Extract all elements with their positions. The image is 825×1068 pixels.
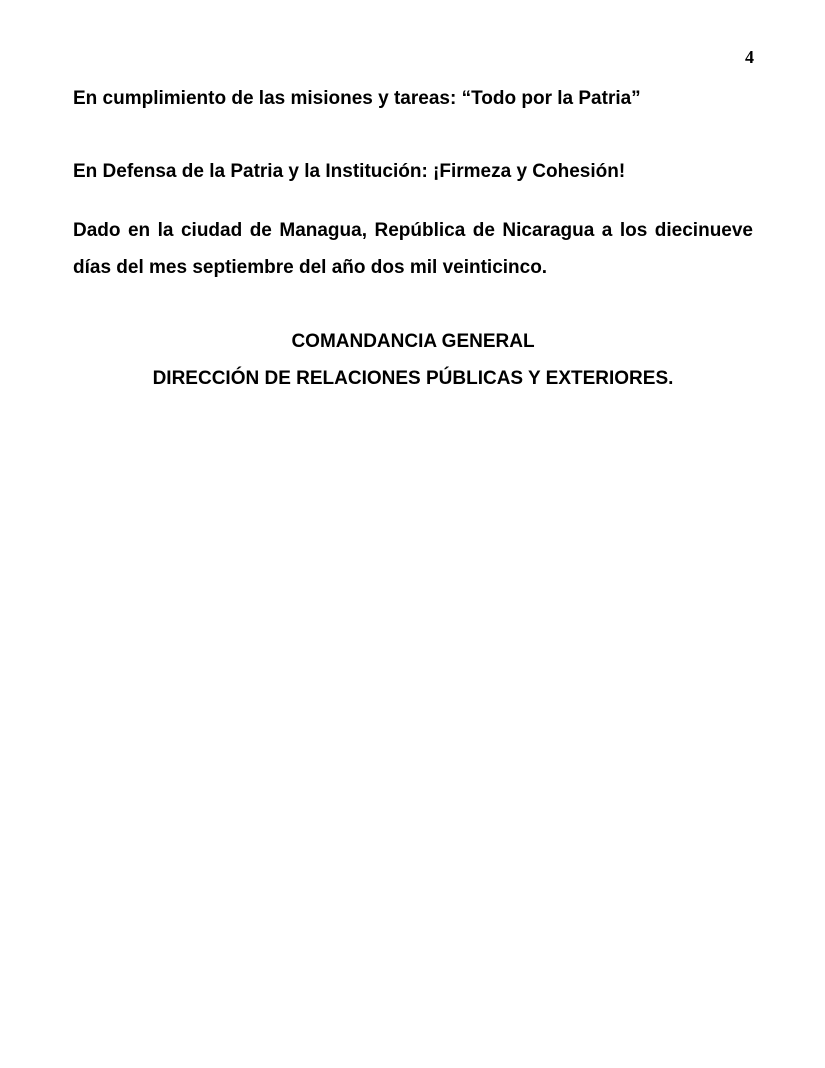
signature-block [73, 323, 753, 397]
heading-defense-motto: En Defensa de la Patria y la Institución: ¡Firmeza y Cohesión! [73, 161, 626, 182]
signature-direccion: DIRECCIÓN DE RELACIONES PÚBLICAS Y EXTERIORES. [152, 368, 674, 389]
dateline-paragraph: Dado en la ciudad de Managua, República de Nicaragua a los diecinueve días del mes septiembre del año dos mil veinticinco. [73, 220, 753, 278]
page-number: 4 [745, 47, 754, 67]
heading-mission-motto: En cumplimiento de las misiones y tareas: “Todo por la Patria” [73, 88, 641, 109]
signature-comandancia: COMANDANCIA GENERAL [291, 331, 535, 352]
